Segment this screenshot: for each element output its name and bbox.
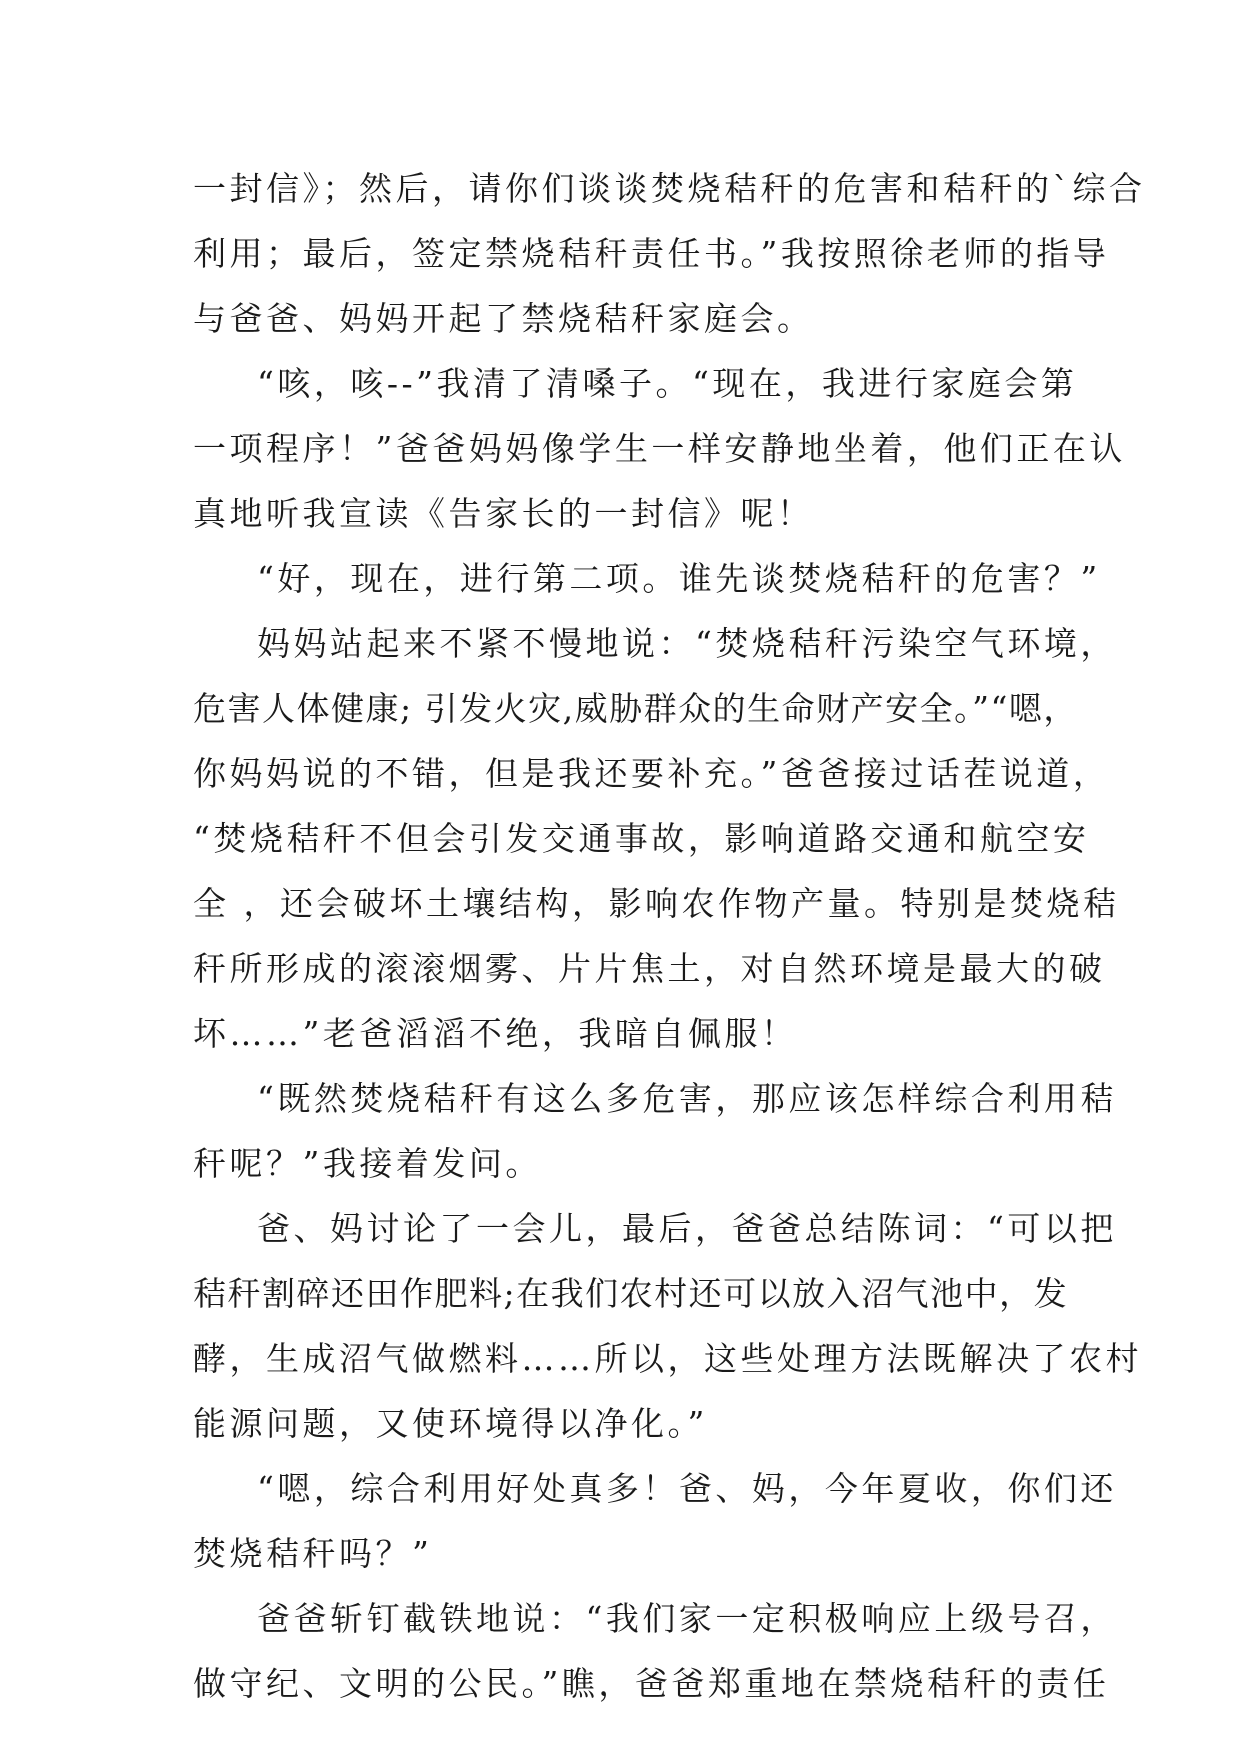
paragraph-start-line: 爸、妈讨论了一会儿，最后，爸爸总结陈词：“可以把 xyxy=(257,1209,1117,1248)
text-line: 焚烧秸秆吗？” xyxy=(193,1534,433,1573)
paragraph-start-line: 妈妈站起来不紧不慢地说：“焚烧秸秆污染空气环境， xyxy=(257,624,1117,663)
text-line: 与爸爸、妈妈开起了禁烧秸秆家庭会。 xyxy=(193,299,814,338)
text-line: 秆所形成的滚滚烟雾、片片焦土，对自然环境是最大的破 xyxy=(193,949,1106,988)
paragraph-start-line: “好，现在，进行第二项。谁先谈焚烧秸秆的危害？” xyxy=(257,559,1101,598)
text-line: 你妈妈说的不错，但是我还要补充。”爸爸接过话茬说道， xyxy=(193,754,1110,793)
text-line: 秆呢？”我接着发问。 xyxy=(193,1144,542,1183)
text-line: “焚烧秸秆不但会引发交通事故，影响道路交通和航空安 xyxy=(193,819,1090,858)
text-line: 一项程序！”爸爸妈妈像学生一样安静地坐着，他们正在认 xyxy=(193,429,1126,468)
paragraph-start-line: “既然焚烧秸秆有这么多危害，那应该怎样综合利用秸 xyxy=(257,1079,1117,1118)
body-text xyxy=(193,156,1146,1716)
paragraph-start-line: 爸爸斩钉截铁地说：“我们家一定积极响应上级号召， xyxy=(257,1599,1117,1638)
text-line: 真地听我宣读《告家长的一封信》呢！ xyxy=(193,494,814,533)
text-line: 一封信》；然后，请你们谈谈焚烧秸秆的危害和秸秆的`综合 xyxy=(193,169,1146,208)
text-line: 坏……”老爸滔滔不绝，我暗自佩服！ xyxy=(193,1014,798,1053)
text-line: 酵，生成沼气做燃料……所以，这些处理方法既解决了农村 xyxy=(193,1339,1142,1378)
paragraph-start-line: “咳，咳--”我清了清嗓子。“现在，我进行家庭会第 xyxy=(257,364,1078,403)
text-line: 全 ，还会破坏土壤结构，影响农作物产量。特别是焚烧秸 xyxy=(193,884,1120,923)
text-line: 秸秆割碎还田作肥料;在我们农村还可以放入沼气池中，发 xyxy=(193,1274,1069,1313)
text-line: 利用；最后，签定禁烧秸秆责任书。”我按照徐老师的指导 xyxy=(193,234,1110,273)
text-line: 做守纪、文明的公民。”瞧，爸爸郑重地在禁烧秸秆的责任 xyxy=(193,1664,1110,1703)
text-line: 危害人体健康; 引发火灾,威胁群众的生命财产安全。”“嗯， xyxy=(193,689,1078,728)
text-line: 能源问题，又使环境得以净化。” xyxy=(193,1404,708,1443)
paragraph-start-line: “嗯，综合利用好处真多！爸、妈，今年夏收，你们还 xyxy=(257,1469,1117,1508)
